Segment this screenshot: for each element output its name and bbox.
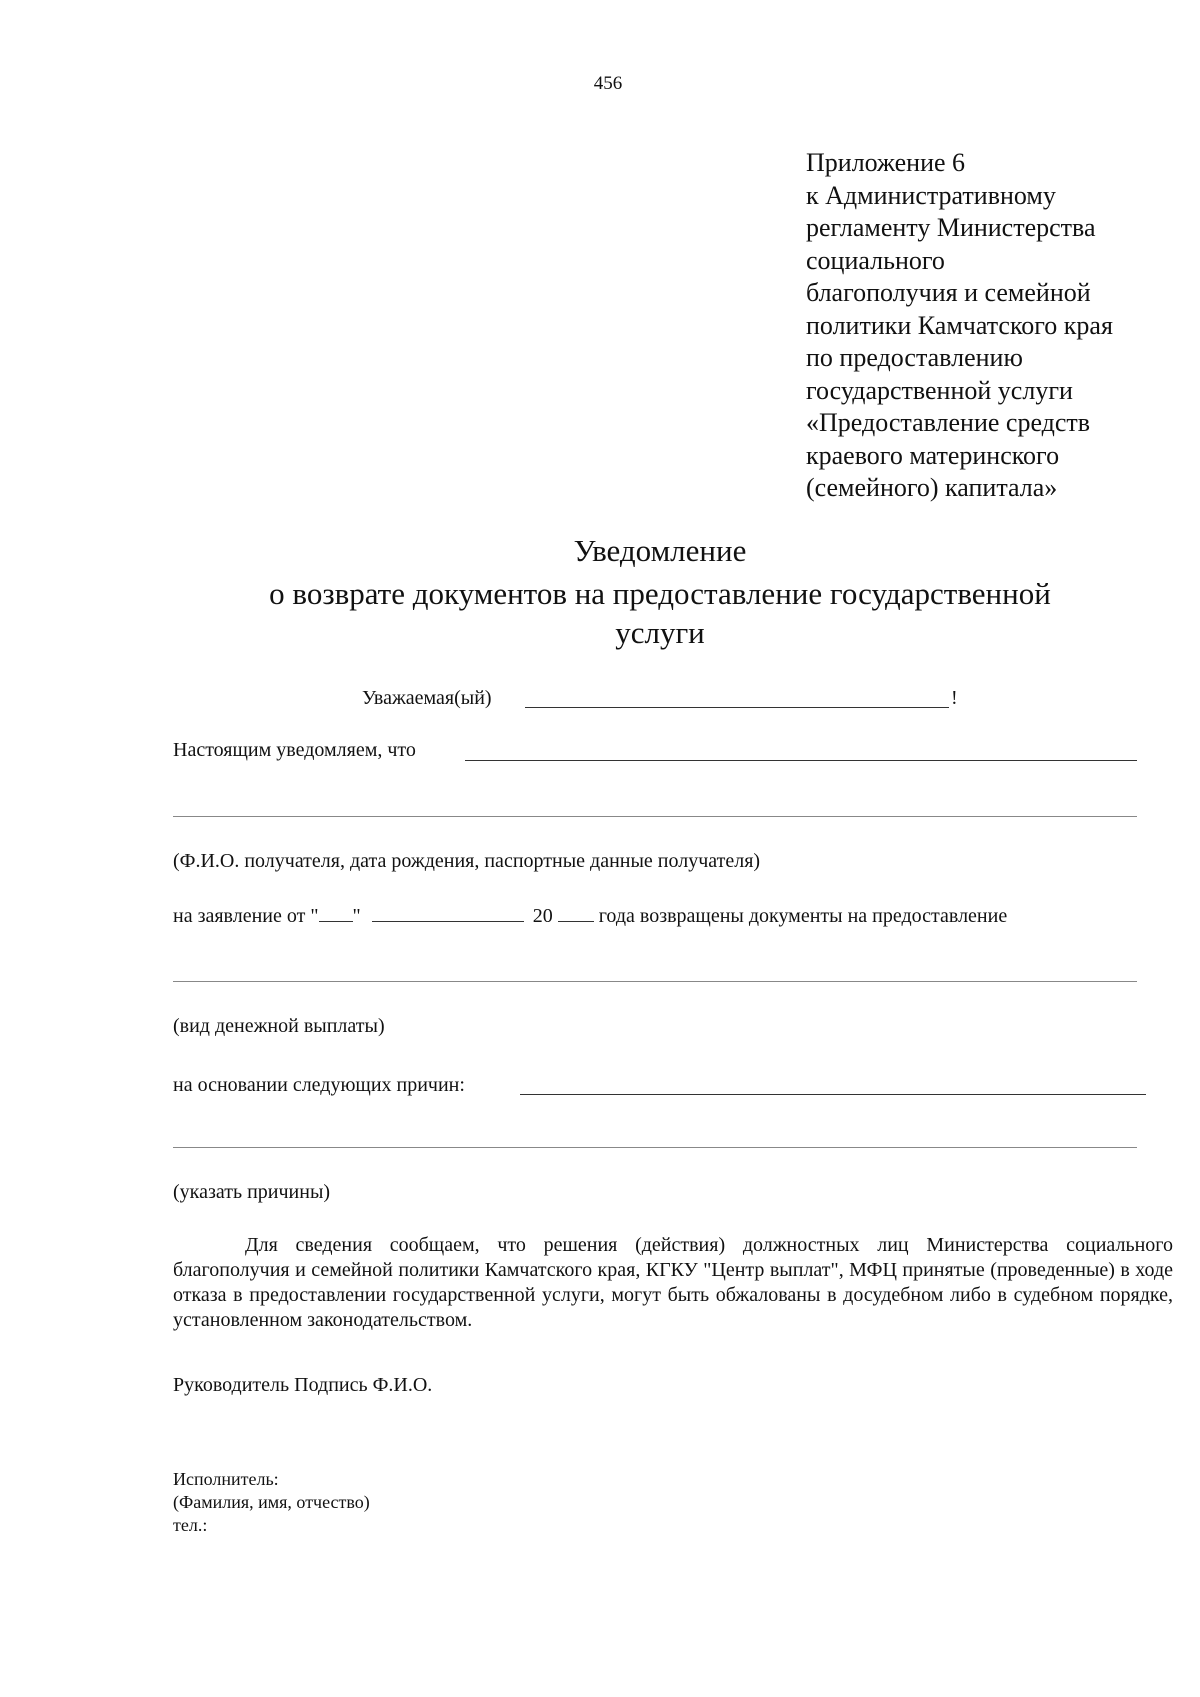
signature-row xyxy=(173,1373,432,1397)
reasons-blank-line[interactable] xyxy=(520,1094,1146,1095)
title-line-1: Уведомление xyxy=(573,533,747,568)
appendix-line: к Административному xyxy=(806,180,1056,210)
appendix-line: Приложение 6 xyxy=(806,148,966,177)
document-subtitle-end xyxy=(0,614,1200,652)
recipient-blank-line[interactable] xyxy=(173,816,1137,817)
appendix-line: (семейного) капитала» xyxy=(806,473,1058,502)
greeting-end-row xyxy=(951,686,958,710)
appendix-line: государственной услуги xyxy=(806,375,1073,405)
greeting-end: ! xyxy=(951,687,958,709)
statement-year-blank[interactable] xyxy=(558,903,594,922)
statement-year-prefix: 20 xyxy=(532,905,553,927)
statement-quote-close: " xyxy=(352,905,361,927)
notice-paragraph xyxy=(173,1233,1173,1333)
page-number: 456 xyxy=(593,73,623,94)
appendix-line: «Предоставление средств xyxy=(806,408,1091,437)
reasons-caption-row xyxy=(173,1180,330,1204)
signature-text: Руководитель Подпись Ф.И.О. xyxy=(173,1374,433,1396)
statement-day-blank[interactable] xyxy=(319,903,353,922)
title-line-2: о возврате документов на предоставление государственной xyxy=(269,576,1051,611)
statement-month-blank[interactable] xyxy=(372,903,524,922)
executor-label: Исполнитель: xyxy=(173,1469,279,1489)
greeting-label: Уважаемая(ый) xyxy=(362,687,492,709)
appendix-line: краевого материнского xyxy=(806,440,1060,470)
payment-caption: (вид денежной выплаты) xyxy=(173,1015,385,1037)
appendix-line: благополучия и семейной xyxy=(806,278,1091,307)
appendix-line: по предоставлению xyxy=(806,343,1023,372)
statement-row xyxy=(173,903,1007,928)
appendix-line: социального xyxy=(806,245,945,275)
appendix-line: политики Камчатского края xyxy=(806,310,1113,340)
statement-suffix: года возвращены документы на предоставление xyxy=(598,905,1008,927)
reasons-row xyxy=(173,1073,465,1097)
reasons-label: на основании следующих причин: xyxy=(173,1074,465,1096)
executor-name-caption: (Фамилия, имя, отчество) xyxy=(173,1492,370,1512)
statement-prefix: на заявление от " xyxy=(173,905,319,927)
executor-phone-label: тел.: xyxy=(173,1515,208,1535)
notify-blank-line[interactable] xyxy=(465,760,1137,761)
appendix-header xyxy=(806,147,1186,505)
payment-blank-line[interactable] xyxy=(173,981,1137,982)
document-title xyxy=(0,532,1200,570)
payment-caption-row xyxy=(173,1014,385,1038)
reasons-blank-line-2[interactable] xyxy=(173,1147,1137,1148)
document-subtitle xyxy=(0,575,1200,613)
notify-label: Настоящим уведомляем, что xyxy=(173,739,416,761)
executor-block xyxy=(173,1468,370,1537)
title-line-3: услуги xyxy=(615,615,705,650)
recipient-caption-row xyxy=(173,849,760,873)
notify-row xyxy=(173,738,416,762)
greeting-row xyxy=(362,686,492,710)
appendix-line: регламенту Министерства xyxy=(806,213,1096,242)
greeting-blank-line[interactable] xyxy=(525,707,949,708)
reasons-caption: (указать причины) xyxy=(173,1181,331,1203)
notice-text: Для сведения сообщаем, что решения (действия) должностных лиц Министерства социального благополучия и семейной политики Камчатского края, КГКУ "Центр выплат", МФЦ принятые (проведенные) в ходе отказа в предоставлении государственной услуги, могут быть обжалованы в досудебном либо в судебном порядке, установленном законодательством. xyxy=(173,1234,1173,1331)
recipient-caption: (Ф.И.О. получателя, дата рождения, паспортные данные получателя) xyxy=(173,850,761,872)
